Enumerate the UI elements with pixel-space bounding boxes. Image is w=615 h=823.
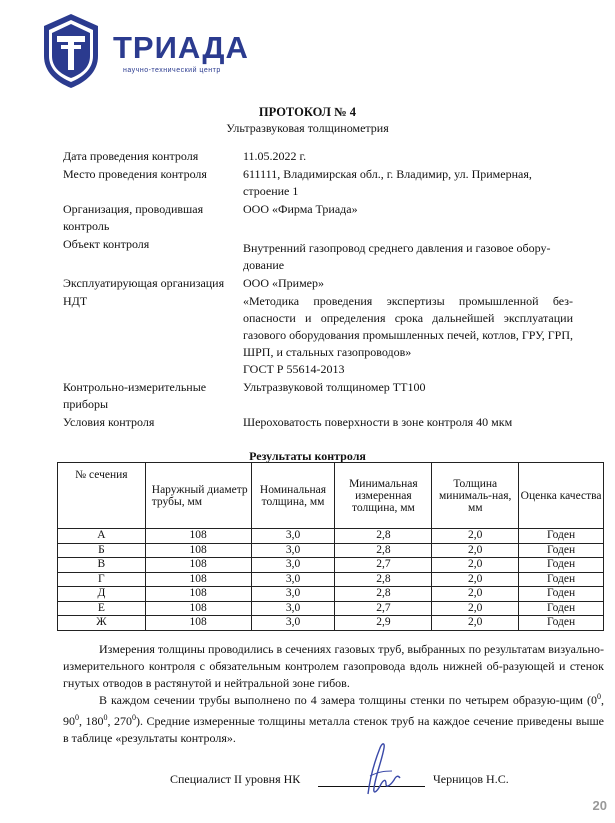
table-cell: 108 <box>145 616 251 631</box>
table-cell: 2,0 <box>432 543 519 558</box>
protocol-title: ПРОТОКОЛ № 4 <box>258 105 357 119</box>
info-label: Дата проведения контроля <box>63 149 199 163</box>
degree-mark: 0 <box>75 713 79 722</box>
info-value: Ультразвуковой толщиномер ТТ100 <box>243 380 426 394</box>
table-cell: 2,0 <box>432 601 519 616</box>
info-row-place <box>63 166 573 200</box>
table-cell: 3,0 <box>251 572 335 587</box>
table-cell: 108 <box>145 572 251 587</box>
protocol-info <box>63 148 573 432</box>
info-row-org <box>63 201 573 235</box>
degree-mark: 0 <box>597 692 601 701</box>
table-cell: 3,0 <box>251 529 335 544</box>
table-row <box>58 587 604 602</box>
table-cell: Годен <box>519 572 604 587</box>
page-number: 20 <box>592 798 607 813</box>
info-label: Эксплуатирующая организация <box>63 276 225 290</box>
info-value: 611111, Владимирская обл., г. Владимир, ул. Примерная, строение 1 <box>243 167 532 198</box>
table-row <box>58 529 604 544</box>
col-header: Толщина минималь-ная, мм <box>432 463 519 529</box>
table-cell: Е <box>58 601 146 616</box>
table-cell: Годен <box>519 616 604 631</box>
info-row-date <box>63 148 573 165</box>
table-cell: 2,0 <box>432 558 519 573</box>
col-header: Наружный диаметр трубы, мм <box>145 463 251 529</box>
table-cell: 108 <box>145 587 251 602</box>
table-cell: 2,0 <box>432 529 519 544</box>
info-value: ООО «Пример» <box>243 276 325 290</box>
col-header: Номинальная толщина, мм <box>251 463 335 529</box>
info-value: ООО «Фирма Триада» <box>243 202 358 216</box>
table-cell: 108 <box>145 529 251 544</box>
brand-subtitle: научно-технический центр <box>123 67 221 74</box>
info-row-ndt <box>63 293 573 378</box>
table-cell: Годен <box>519 587 604 602</box>
table-row <box>58 543 604 558</box>
table-cell: 3,0 <box>251 543 335 558</box>
brand-name: ТРИАДА <box>113 30 249 65</box>
paragraph-text: , 270 <box>107 714 132 728</box>
info-value: 11.05.2022 г. <box>243 149 307 163</box>
col-header: Оценка качества <box>519 463 604 529</box>
info-value: Шероховатость поверхности в зоне контроля 40 мкм <box>243 415 513 429</box>
protocol-subtitle: Ультразвуковая толщинометрия <box>226 121 389 135</box>
paragraph-text: ). Средние измеренные толщины металла стенок труб на каждое сечение приведены выше в таблице «результаты контроля». <box>63 714 605 745</box>
results-title: Результаты контроля <box>249 449 366 463</box>
table-row <box>58 558 604 573</box>
info-label: Условия контроля <box>63 415 155 429</box>
info-value-gost: ГОСТ Р 55614-2013 <box>243 362 345 376</box>
info-label: Место проведения контроля <box>63 167 207 181</box>
info-label: Контрольно-измерительные приборы <box>63 380 207 411</box>
table-cell: 2,8 <box>335 543 432 558</box>
table-cell: 108 <box>145 543 251 558</box>
degree-mark: 0 <box>131 713 136 722</box>
results-table <box>57 462 604 631</box>
table-cell: 2,9 <box>335 616 432 631</box>
table-row <box>58 572 604 587</box>
table-cell: Годен <box>519 529 604 544</box>
table-cell: 2,0 <box>432 572 519 587</box>
triada-logo-icon <box>40 12 102 90</box>
table-cell: 2,0 <box>432 616 519 631</box>
info-value: «Методика проведения экспертизы промышленной без-опасности и определения срока дальнейшей эксплуатации газового оборудования промышленных печей, котлов, ГРУ, ГРП, ШРП, и стальных газопроводов» <box>243 294 573 359</box>
table-cell: 2,7 <box>335 558 432 573</box>
info-row-object <box>63 236 573 274</box>
info-label: Объект контроля <box>63 237 150 251</box>
table-cell: А <box>58 529 146 544</box>
paragraph-sections <box>63 688 604 747</box>
info-row-devices <box>63 379 573 413</box>
table-cell: 2,7 <box>335 601 432 616</box>
table-cell: Годен <box>519 601 604 616</box>
table-cell: Ж <box>58 616 146 631</box>
table-cell: Г <box>58 572 146 587</box>
table-cell: 3,0 <box>251 558 335 573</box>
table-header-row <box>58 463 604 529</box>
col-header: Минимальная измеренная толщина, мм <box>335 463 432 529</box>
table-cell: 108 <box>145 558 251 573</box>
table-cell: Годен <box>519 558 604 573</box>
table-cell: 3,0 <box>251 587 335 602</box>
table-cell: Д <box>58 587 146 602</box>
table-cell: 2,0 <box>432 587 519 602</box>
table-cell: 2,8 <box>335 572 432 587</box>
table-cell: 2,8 <box>335 529 432 544</box>
signature-position: Специалист II уровня НК <box>170 772 301 786</box>
signature-name: Черницов Н.С. <box>433 772 509 786</box>
info-value: Внутренний газопровод среднего давления и газовое обору-дование <box>243 241 551 272</box>
table-row <box>58 601 604 616</box>
table-cell: Б <box>58 543 146 558</box>
info-row-conditions <box>63 414 573 431</box>
table-cell: 108 <box>145 601 251 616</box>
handwritten-signature-icon <box>340 738 420 798</box>
table-cell: 3,0 <box>251 616 335 631</box>
table-cell: 3,0 <box>251 601 335 616</box>
degree-mark: 0 <box>103 713 108 722</box>
info-label: Организация, проводившая контроль <box>63 202 204 233</box>
info-label: НДТ <box>63 294 88 308</box>
paragraph-text: , 90 <box>63 693 604 728</box>
col-header: № сечения <box>58 463 146 529</box>
table-cell: Годен <box>519 543 604 558</box>
paragraph-measurements <box>63 641 604 692</box>
paragraph-text: Измерения толщины проводились в сечениях газовых труб, выбранных по результатам визуально-измерительного контроля с обязательным контролем газопровода вдоль нижней об-разующей и стенок гнутых отводов в растянутой и нейтральной зоне гибов. <box>63 642 604 690</box>
table-cell: В <box>58 558 146 573</box>
table-row <box>58 616 604 631</box>
table-cell: 2,8 <box>335 587 432 602</box>
paragraph-text: , 180 <box>79 714 104 728</box>
info-row-operator <box>63 275 573 292</box>
paragraph-text: В каждом сечении трубы выполнено по 4 замера толщины стенки по четырем образую-щим (0 <box>99 693 597 707</box>
